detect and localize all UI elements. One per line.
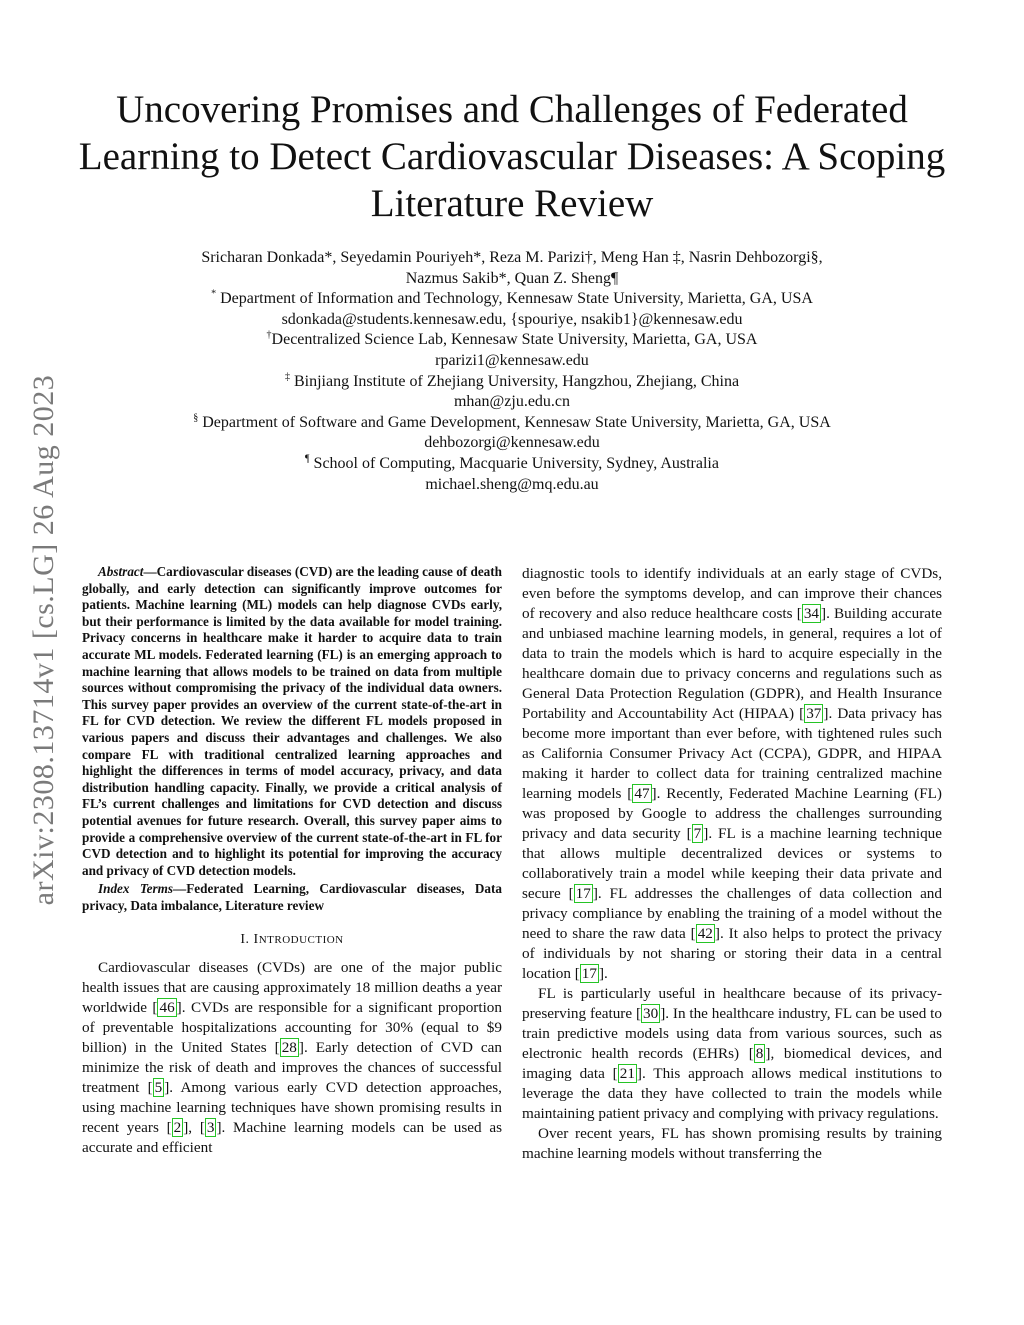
- text-run: . Building accurate and unbiased machine learning models, in general, requires a lot of data to train the models which is hard to acquire especially in the healthcare domain due to privacy concerns and regulations such as General Data Protection Regulation (GDPR), and Health Insurance Portability and Accountability Act (HIPAA): [522, 605, 942, 722]
- affiliation-email-3: mhan@zju.edu.cn: [453, 393, 571, 411]
- right-column: [522, 564, 942, 1164]
- citation-link[interactable]: 17: [581, 965, 597, 982]
- abstract-label: Abstract: [98, 564, 144, 579]
- affiliation-4: [60, 413, 964, 434]
- citation-bracket: [ 8 ]: [748, 1045, 771, 1062]
- text-run: . FL addresses the challenges of data collection and privacy compliance by enabling the training of a model without the need to share the raw data: [522, 885, 942, 942]
- citation-link[interactable]: 5: [154, 1079, 163, 1097]
- text-run: . Among various early CVD detection approaches, using machine learning techniques have shown promising results in recent years: [82, 1079, 502, 1137]
- text-run: Cardiovascular diseases (CVDs) are one of the major public health issues that are causing approximately 18 million deaths a year worldwide: [82, 959, 502, 1017]
- affiliation-org: Binjiang Institute of Zhejiang University, Hangzhou, Zhejiang, China: [293, 372, 740, 390]
- citation-bracket: [ 7 ]: [686, 825, 709, 842]
- left-column: [82, 564, 502, 1158]
- affiliation-org: Department of Information and Technology, Kennesaw State University, Marietta, GA, USA: [220, 290, 813, 308]
- citation-bracket: [ 37 ]: [799, 705, 829, 722]
- affiliation-5: [60, 454, 964, 475]
- text-run: . CVDs are responsible for a significant proportion of preventable hospitalizations accounting for 30% (equal to $9 billion) in the United States: [82, 999, 502, 1057]
- affiliation-mark: *: [211, 288, 217, 300]
- affiliation-1: [60, 289, 964, 310]
- arxiv-identifier: arXiv:2308.13714v1 [cs.LG] 26 Aug 2023: [27, 374, 60, 906]
- text-run: . Recently, Federated Machine Learning (FL) was proposed by Google to address the challenges surrounding privacy and data security: [522, 785, 942, 842]
- affiliation-3: [60, 372, 964, 393]
- text-run: . Data privacy has become more important than ever before, with tightened rules such as California Consumer Privacy Act (CCPA), GDPR, and HIPAA making it harder to collect data for training centralized machine learning models: [522, 705, 942, 802]
- author-block: [60, 248, 964, 495]
- affiliation-email-4: dehbozorgi@kennesaw.edu: [424, 434, 600, 452]
- abstract-text: —Cardiovascular diseases (CVD) are the leading cause of death globally, and early detection can significantly improve outcomes for patients. Machine learning (ML) models can help diagnose CVDs early, but their performance is limited by the data available for model training. Privacy concerns in healthcare make it harder to acquire data to train accurate ML models. Federated learning (FL) is an emerging approach to machine learning that allows models to be trained on data from multiple sources without compromising the privacy of the individual data owners. This survey paper provides an overview of the current state-of-the-art in FL for CVD detection. We review the different FL models proposed in various papers and discuss their advantages and challenges. We also compare FL with traditional centralized learning approaches and highlight the differences in terms of model accuracy, privacy, and data distribution handling capacity. Finally, we provide a critical analysis of FL’s current challenges and limitations for CVD detection and discuss potential avenues for future research. Overall, this survey paper aims to provide a comprehensive overview of the current state-of-the-art in FL for CVD detection and to highlight its potential for improving the accuracy and privacy of CVD detection models.: [82, 564, 502, 878]
- intro-paragraph-1-continued: [522, 564, 942, 984]
- citation-link[interactable]: 28: [281, 1039, 297, 1057]
- text-run: . Machine learning models can be used as accurate and efficient: [82, 1119, 503, 1157]
- citation-bracket: [ 30 ]: [635, 1005, 666, 1022]
- text-run: FL is particularly useful in healthcare because of its privacy-preserving feature: [522, 985, 942, 1022]
- citation-bracket: [ 17 ]: [574, 965, 605, 982]
- index-terms-label: Index Terms: [98, 881, 174, 897]
- author-line-2: Nazmus Sakib*, Quan Z. Sheng¶: [405, 269, 619, 287]
- section-title-initial: I: [253, 932, 259, 948]
- citation-link[interactable]: 47: [634, 785, 650, 802]
- affiliation-mark: †: [266, 330, 272, 342]
- affiliation-email-5: michael.sheng@mq.edu.au: [425, 475, 599, 493]
- citation-bracket: [ 47 ]: [627, 785, 657, 802]
- citation-bracket: [ 42 ]: [690, 925, 720, 942]
- index-terms: [82, 881, 502, 914]
- text-run: .: [604, 965, 608, 982]
- affiliation-org: Department of Software and Game Development, Kennesaw State University, Marietta, GA, USA: [202, 413, 831, 431]
- text-run: . FL is a machine learning technique that allows multiple decentralized devices or systems to collaboratively train a model while keeping their data private and secure: [522, 825, 942, 902]
- author-line-1: Sricharan Donkada*, Seyedamin Pouriyeh*, Reza M. Parizi†, Meng Han ‡, Nasrin Dehbozorgi§,: [201, 249, 823, 266]
- abstract: [82, 564, 502, 879]
- intro-paragraph-2: [522, 984, 942, 1124]
- index-terms-text: —Federated Learning, Cardiovascular diseases, Data privacy, Data imbalance, Literature review: [82, 881, 502, 913]
- text-run: , biomedical devices, and imaging data: [522, 1045, 942, 1082]
- affiliation-org: Decentralized Science Lab, Kennesaw State University, Marietta, GA, USA: [271, 331, 758, 349]
- citation-bracket: [ 5 ]: [147, 1079, 170, 1097]
- citation-bracket: [ 3 ]: [199, 1119, 222, 1137]
- text-run: . In the healthcare industry, FL can be used to train predictive models using data from various sources, such as electronic health records (EHRs): [522, 1005, 942, 1062]
- affiliation-mark: §: [193, 412, 199, 424]
- text-run: . This approach allows medical institutions to leverage the data they have collected to train the models while maintaining patient privacy and complying with privacy regulations.: [522, 1065, 942, 1122]
- affiliation-org: School of Computing, Macquarie University, Sydney, Australia: [313, 454, 719, 472]
- citation-bracket: [ 46 ]: [152, 999, 182, 1017]
- citation-link[interactable]: 7: [693, 825, 702, 842]
- citation-bracket: [ 2 ]: [166, 1119, 189, 1137]
- affiliation-email-1: sdonkada@students.kennesaw.edu, {spouriye, nsakib1}@kennesaw.edu: [281, 310, 743, 328]
- citation-bracket: [ 34 ]: [796, 605, 827, 622]
- citation-link[interactable]: 21: [619, 1065, 635, 1082]
- section-heading-introduction: [82, 930, 502, 950]
- section-title-rest: NTRODUCTION: [258, 934, 344, 947]
- intro-paragraph-3: Over recent years, FL has shown promising results by training machine learning models without transferring the: [522, 1125, 942, 1162]
- text-run: ,: [188, 1119, 200, 1137]
- citation-link[interactable]: 34: [803, 605, 819, 622]
- citation-link[interactable]: 2: [173, 1119, 182, 1137]
- citation-bracket: [ 17 ]: [568, 885, 598, 902]
- citation-link[interactable]: 3: [206, 1119, 215, 1137]
- citation-link[interactable]: 30: [643, 1005, 659, 1022]
- citation-bracket: [ 28 ]: [274, 1039, 304, 1057]
- citation-link[interactable]: 8: [755, 1045, 764, 1062]
- text-run: . It also helps to protect the privacy of individuals by not sharing or storing their data in a central location: [522, 925, 942, 982]
- section-number: I.: [240, 932, 250, 948]
- text-run: diagnostic tools to identify individuals at an early stage of CVDs, even before the symptoms develop, and can improve their chances of recovery and also reduce healthcare costs: [522, 565, 942, 622]
- citation-link[interactable]: 37: [806, 705, 822, 722]
- affiliation-2: [60, 330, 964, 351]
- affiliation-mark: ‡: [284, 371, 290, 383]
- intro-paragraph-1: [82, 958, 502, 1158]
- citation-bracket: [ 21 ]: [612, 1065, 642, 1082]
- affiliation-email-2: rparizi1@kennesaw.edu: [435, 351, 589, 369]
- paper-title: Uncovering Promises and Challenges of Federated Learning to Detect Cardiovascular Diseases: A Scoping Literature Review: [78, 88, 946, 225]
- affiliation-mark: ¶: [305, 453, 310, 465]
- citation-link[interactable]: 42: [697, 925, 713, 942]
- citation-link[interactable]: 17: [575, 885, 591, 902]
- text-run: . Early detection of CVD can minimize the risk of death and improves the chances of successful treatment: [82, 1039, 502, 1097]
- citation-link[interactable]: 46: [159, 999, 175, 1017]
